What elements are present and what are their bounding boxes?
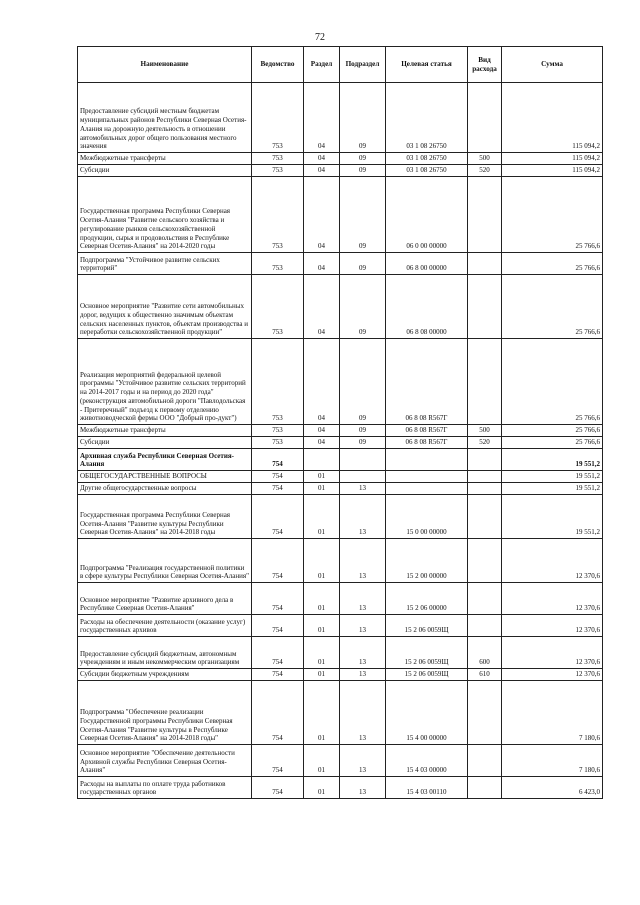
- cell-razdel: 04: [304, 177, 340, 253]
- cell-razdel: 01: [304, 539, 340, 583]
- table-row: [78, 777, 603, 799]
- cell-name: Межбюджетные трансферты: [78, 153, 252, 165]
- cell-name: Другие общегосударственные вопросы: [78, 483, 252, 495]
- cell-podrazdel: 09: [340, 177, 386, 253]
- table-row: [78, 681, 603, 745]
- cell-summa: 25 766,6: [502, 339, 603, 425]
- cell-vid-raskhoda: [468, 681, 502, 745]
- cell-summa: 12 370,6: [502, 637, 603, 669]
- cell-podrazdel: 09: [340, 275, 386, 339]
- cell-podrazdel: 13: [340, 483, 386, 495]
- cell-vid-raskhoda: 500: [468, 153, 502, 165]
- cell-razdel: 01: [304, 681, 340, 745]
- cell-summa: 115 094,2: [502, 83, 603, 153]
- cell-razdel: 01: [304, 495, 340, 539]
- table-row: [78, 177, 603, 253]
- header-vid-raskhoda: Вид расхода: [468, 47, 502, 83]
- cell-vedomstvo: 754: [252, 615, 304, 637]
- cell-vid-raskhoda: 500: [468, 425, 502, 437]
- cell-razdel: 04: [304, 437, 340, 449]
- cell-summa: 25 766,6: [502, 253, 603, 275]
- cell-vid-raskhoda: [468, 83, 502, 153]
- cell-vedomstvo: 754: [252, 745, 304, 777]
- cell-name: Предоставление субсидий бюджетным, автономным учреждениям и иным некоммерческим организациям: [78, 637, 252, 669]
- cell-vid-raskhoda: 520: [468, 437, 502, 449]
- cell-razdel: 04: [304, 153, 340, 165]
- header-razdel: Раздел: [304, 47, 340, 83]
- cell-summa: 12 370,6: [502, 539, 603, 583]
- budget-table: [77, 46, 603, 799]
- cell-podrazdel: 13: [340, 583, 386, 615]
- cell-celevaya-statya: 15 2 06 0059Щ: [386, 615, 468, 637]
- cell-podrazdel: 13: [340, 777, 386, 799]
- cell-celevaya-statya: 06 8 08 R567Г: [386, 425, 468, 437]
- cell-vedomstvo: 753: [252, 83, 304, 153]
- cell-vedomstvo: 753: [252, 165, 304, 177]
- table-row: [78, 471, 603, 483]
- cell-podrazdel: 13: [340, 495, 386, 539]
- cell-podrazdel: 09: [340, 153, 386, 165]
- cell-celevaya-statya: 03 1 08 26750: [386, 153, 468, 165]
- cell-vid-raskhoda: [468, 583, 502, 615]
- cell-summa: 25 766,6: [502, 177, 603, 253]
- header-name: Наименование: [78, 47, 252, 83]
- table-row: [78, 483, 603, 495]
- cell-podrazdel: [340, 449, 386, 471]
- cell-name: Межбюджетные трансферты: [78, 425, 252, 437]
- cell-celevaya-statya: 06 8 00 00000: [386, 253, 468, 275]
- cell-vedomstvo: 753: [252, 425, 304, 437]
- cell-vedomstvo: 753: [252, 153, 304, 165]
- cell-vedomstvo: 753: [252, 437, 304, 449]
- cell-name: Расходы на выплаты по оплате труда работников государственных органов: [78, 777, 252, 799]
- cell-podrazdel: 13: [340, 615, 386, 637]
- cell-celevaya-statya: 06 8 08 R567Г: [386, 339, 468, 425]
- cell-podrazdel: 09: [340, 83, 386, 153]
- cell-summa: 115 094,2: [502, 165, 603, 177]
- cell-vedomstvo: 753: [252, 253, 304, 275]
- cell-vedomstvo: 754: [252, 449, 304, 471]
- cell-name: Субсидии: [78, 437, 252, 449]
- cell-vid-raskhoda: 600: [468, 637, 502, 669]
- cell-summa: 25 766,6: [502, 437, 603, 449]
- cell-vid-raskhoda: [468, 339, 502, 425]
- cell-celevaya-statya: 03 1 08 26750: [386, 165, 468, 177]
- cell-celevaya-statya: 06 0 00 00000: [386, 177, 468, 253]
- cell-vedomstvo: 754: [252, 495, 304, 539]
- header-summa: Сумма: [502, 47, 603, 83]
- cell-celevaya-statya: 15 0 00 00000: [386, 495, 468, 539]
- cell-podrazdel: 13: [340, 745, 386, 777]
- cell-celevaya-statya: 15 4 03 00000: [386, 745, 468, 777]
- cell-name: Расходы на обеспечение деятельности (оказание услуг) государственных архивов: [78, 615, 252, 637]
- cell-vid-raskhoda: [468, 777, 502, 799]
- cell-celevaya-statya: 15 4 00 00000: [386, 681, 468, 745]
- cell-summa: 19 551,2: [502, 495, 603, 539]
- table-row: [78, 539, 603, 583]
- cell-summa: 7 180,6: [502, 745, 603, 777]
- cell-vedomstvo: 754: [252, 471, 304, 483]
- table-row: [78, 425, 603, 437]
- table-row: [78, 615, 603, 637]
- cell-name: Государственная программа Республики Северная Осетия-Алания "Развитие сельского хозяйства и регулирование рынков сельскохозяйственной продукции, сырья и продовольствия в Республике Северная Осетия-Алания" на 2014-2020 годы: [78, 177, 252, 253]
- cell-celevaya-statya: 15 2 00 00000: [386, 539, 468, 583]
- table-row: [78, 165, 603, 177]
- cell-celevaya-statya: [386, 471, 468, 483]
- header-celevaya-statya: Целевая статья: [386, 47, 468, 83]
- table-row: [78, 669, 603, 681]
- cell-vedomstvo: 754: [252, 681, 304, 745]
- table-row: [78, 437, 603, 449]
- table-row: [78, 637, 603, 669]
- cell-vedomstvo: 753: [252, 275, 304, 339]
- cell-razdel: 04: [304, 253, 340, 275]
- table-row: [78, 83, 603, 153]
- table-row: [78, 339, 603, 425]
- cell-podrazdel: 09: [340, 425, 386, 437]
- cell-vid-raskhoda: [468, 177, 502, 253]
- cell-podrazdel: 13: [340, 539, 386, 583]
- cell-razdel: 04: [304, 83, 340, 153]
- cell-vedomstvo: 754: [252, 483, 304, 495]
- table-row: [78, 153, 603, 165]
- cell-celevaya-statya: [386, 483, 468, 495]
- cell-razdel: 01: [304, 483, 340, 495]
- cell-name: Подпрограмма "Обеспечение реализации Государственной программы Республики Северная Осетия-Алания "Развитие культуры в Республике Северная Осетия-Алания" на 2014-2018 годы": [78, 681, 252, 745]
- cell-name: ОБЩЕГОСУДАРСТВЕННЫЕ ВОПРОСЫ: [78, 471, 252, 483]
- cell-vid-raskhoda: [468, 449, 502, 471]
- cell-name: Предоставление субсидий местным бюджетам муниципальных районов Республики Северная Осетия-Алания на дорожную деятельность в отношении автомобильных дорог общего пользования местного значения: [78, 83, 252, 153]
- cell-podrazdel: [340, 471, 386, 483]
- cell-vedomstvo: 754: [252, 583, 304, 615]
- cell-summa: 19 551,2: [502, 471, 603, 483]
- cell-razdel: 01: [304, 669, 340, 681]
- cell-summa: 25 766,6: [502, 425, 603, 437]
- header-vedomstvo: Ведомство: [252, 47, 304, 83]
- cell-podrazdel: 13: [340, 681, 386, 745]
- cell-summa: 19 551,2: [502, 449, 603, 471]
- table-header-row: [78, 47, 603, 83]
- cell-podrazdel: 09: [340, 339, 386, 425]
- cell-razdel: 01: [304, 777, 340, 799]
- cell-vedomstvo: 754: [252, 539, 304, 583]
- cell-vid-raskhoda: [468, 539, 502, 583]
- cell-vedomstvo: 753: [252, 177, 304, 253]
- cell-celevaya-statya: 15 2 06 0059Щ: [386, 669, 468, 681]
- cell-razdel: 04: [304, 425, 340, 437]
- cell-name: Субсидии бюджетным учреждениям: [78, 669, 252, 681]
- header-podrazdel: Подраздел: [340, 47, 386, 83]
- cell-podrazdel: 13: [340, 669, 386, 681]
- cell-summa: 12 370,6: [502, 669, 603, 681]
- cell-razdel: 04: [304, 339, 340, 425]
- cell-name: Субсидии: [78, 165, 252, 177]
- cell-summa: 7 180,6: [502, 681, 603, 745]
- cell-celevaya-statya: [386, 449, 468, 471]
- cell-vid-raskhoda: 610: [468, 669, 502, 681]
- cell-vid-raskhoda: [468, 483, 502, 495]
- table-row: [78, 275, 603, 339]
- cell-celevaya-statya: 15 2 06 00000: [386, 583, 468, 615]
- cell-vedomstvo: 754: [252, 777, 304, 799]
- page-number: 72: [315, 32, 325, 43]
- cell-razdel: 01: [304, 637, 340, 669]
- cell-razdel: 01: [304, 615, 340, 637]
- cell-razdel: 04: [304, 275, 340, 339]
- cell-razdel: 01: [304, 471, 340, 483]
- table-body: [78, 83, 603, 799]
- cell-vid-raskhoda: [468, 745, 502, 777]
- cell-vid-raskhoda: [468, 615, 502, 637]
- cell-name: Реализация мероприятий федеральной целевой программы "Устойчивое развитие сельских территорий на 2014-2017 годы и на период до 2020 года" (реконструкция автомобильной дороги "Павлодольская - Притеречный" подъезд к первому отделению животноводческой фермы ООО "Добрый про-дукт"): [78, 339, 252, 425]
- cell-vedomstvo: 754: [252, 637, 304, 669]
- cell-podrazdel: 09: [340, 437, 386, 449]
- cell-vid-raskhoda: [468, 495, 502, 539]
- cell-vid-raskhoda: 520: [468, 165, 502, 177]
- cell-summa: 12 370,6: [502, 583, 603, 615]
- cell-name: Основное мероприятие "Развитие архивного дела в Республике Северная Осетия-Алания": [78, 583, 252, 615]
- cell-celevaya-statya: 06 8 08 00000: [386, 275, 468, 339]
- cell-razdel: 04: [304, 165, 340, 177]
- table-row: [78, 745, 603, 777]
- cell-name: Архивная служба Республики Северная Осетия-Алания: [78, 449, 252, 471]
- cell-vedomstvo: 753: [252, 339, 304, 425]
- cell-razdel: 01: [304, 745, 340, 777]
- cell-celevaya-statya: 03 1 08 26750: [386, 83, 468, 153]
- cell-vid-raskhoda: [468, 471, 502, 483]
- cell-vedomstvo: 754: [252, 669, 304, 681]
- cell-name: Подпрограмма "Реализация государственной политики в сфере культуры Республики Северная Осетия-Алания": [78, 539, 252, 583]
- table-row: [78, 583, 603, 615]
- cell-summa: 6 423,0: [502, 777, 603, 799]
- table-row: [78, 253, 603, 275]
- table-row: [78, 495, 603, 539]
- cell-podrazdel: 13: [340, 637, 386, 669]
- table-row: [78, 449, 603, 471]
- cell-summa: 19 551,2: [502, 483, 603, 495]
- cell-name: Государственная программа Республики Северная Осетия-Алания "Развитие культуры Республики Северная Осетия-Алания" на 2014-2018 годы: [78, 495, 252, 539]
- cell-razdel: 01: [304, 583, 340, 615]
- cell-podrazdel: 09: [340, 253, 386, 275]
- cell-vid-raskhoda: [468, 275, 502, 339]
- cell-celevaya-statya: 06 8 08 R567Г: [386, 437, 468, 449]
- cell-summa: 115 094,2: [502, 153, 603, 165]
- cell-summa: 25 766,6: [502, 275, 603, 339]
- cell-name: Основное мероприятие "Развитие сети автомобильных дорог, ведущих к общественно значимым объектам сельских населенных пунктов, объектам производства и переработки сельскохозяйственной продукции": [78, 275, 252, 339]
- cell-summa: 12 370,6: [502, 615, 603, 637]
- cell-celevaya-statya: 15 4 03 00110: [386, 777, 468, 799]
- cell-name: Основное мероприятие "Обеспечение деятельности Архивной службы Республики Северная Осетия-Алания": [78, 745, 252, 777]
- cell-vid-raskhoda: [468, 253, 502, 275]
- cell-razdel: [304, 449, 340, 471]
- cell-name: Подпрограмма "Устойчивое развитие сельских территорий": [78, 253, 252, 275]
- cell-celevaya-statya: 15 2 06 0059Щ: [386, 637, 468, 669]
- cell-podrazdel: 09: [340, 165, 386, 177]
